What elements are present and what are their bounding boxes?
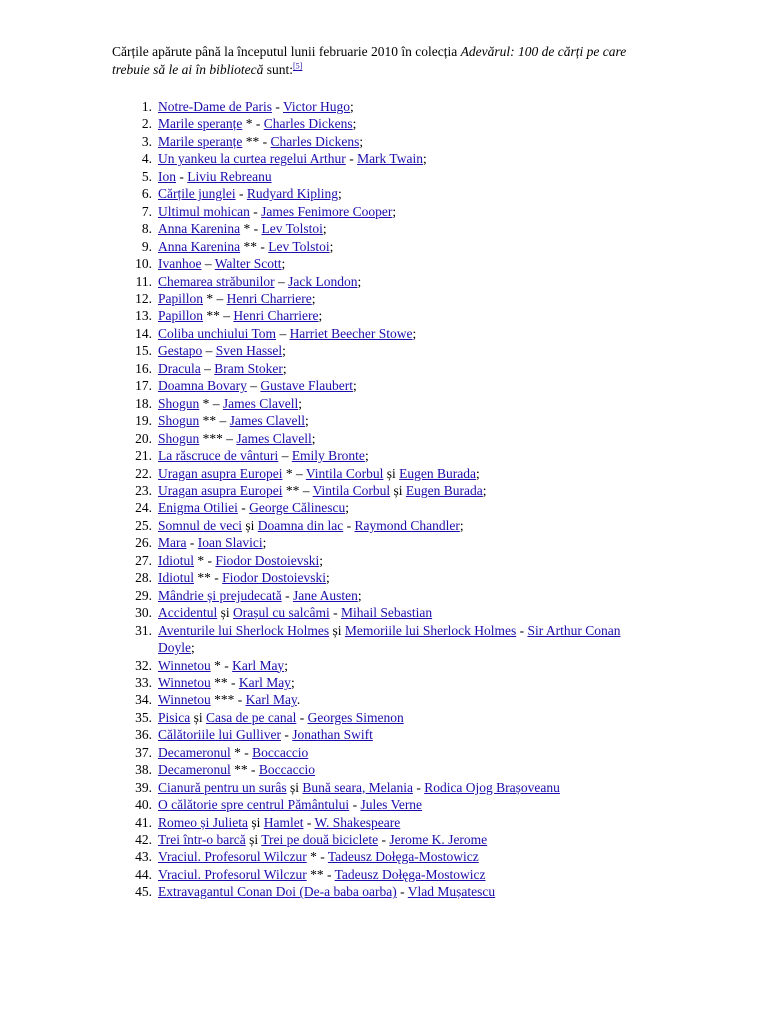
book-link[interactable]: Marile speranțe (158, 116, 243, 132)
list-item (112, 255, 652, 272)
list-item-number: 27. (135, 552, 152, 568)
separator-text: - (343, 517, 355, 533)
book-link[interactable]: Liviu Rebreanu (187, 168, 272, 184)
book-link[interactable]: Papillon (158, 290, 204, 306)
list-item (112, 307, 652, 324)
separator-text: ; (305, 413, 309, 429)
list-item-number: 34. (135, 692, 152, 708)
list-item-number: 42. (135, 832, 152, 848)
separator-text: ; (329, 238, 334, 254)
list-item-number: 44. (135, 866, 152, 882)
separator-text: ; (262, 535, 267, 551)
separator-text: ; (459, 517, 464, 533)
list-item (112, 220, 652, 237)
separator-text: și (217, 605, 233, 621)
book-link[interactable]: Lev Tolstoi (261, 221, 323, 237)
list-item-number: 4. (141, 151, 152, 167)
list-item-number: 25. (135, 517, 152, 533)
separator-text: - (349, 797, 361, 813)
list-item-number: 6. (141, 186, 152, 202)
book-link[interactable]: Harriet Beecher Stowe (289, 325, 413, 341)
list-item (112, 412, 652, 429)
separator-text: și (245, 832, 262, 848)
separator-text: - (271, 99, 283, 114)
separator-text: - (280, 727, 293, 743)
list-item-number: 12. (135, 290, 152, 306)
book-link[interactable]: James Clavell (236, 430, 312, 446)
separator-text: ; (364, 448, 369, 464)
separator-text: – (276, 325, 290, 341)
separator-text: ** - (240, 238, 269, 254)
book-link[interactable]: Trei într-o barcă (158, 832, 246, 848)
book-link[interactable]: Eugen Burada (405, 482, 483, 498)
book-link[interactable]: Karl May (232, 657, 285, 673)
book-link[interactable]: Jack London (288, 273, 358, 289)
list-item-number: 43. (135, 849, 152, 865)
book-link[interactable]: Tadeusz Dołęga-Mostowicz (334, 866, 486, 882)
book-link[interactable]: Decameronul (158, 762, 231, 778)
book-link[interactable]: Pisica (158, 709, 191, 725)
book-link[interactable]: Lev Tolstoi (268, 238, 330, 254)
book-link[interactable]: W. Shakespeare (314, 814, 401, 830)
separator-text: – (246, 378, 261, 394)
list-item-number: 7. (141, 203, 152, 219)
separator-text: ** – (199, 413, 230, 429)
list-item (112, 430, 652, 447)
separator-text: și (286, 779, 303, 795)
book-link[interactable]: Jane Austen (292, 587, 358, 603)
separator-text: ** - (242, 133, 271, 149)
list-item (112, 726, 652, 743)
book-link[interactable]: Karl May (238, 674, 291, 690)
list-item (112, 342, 652, 359)
separator-text: ; (318, 308, 323, 324)
list-item-number: 45. (135, 884, 152, 900)
intro-prefix: Cărțile apărute până la începutul lunii februarie 2010 în colecția (112, 44, 461, 59)
separator-text: . (296, 692, 301, 708)
separator-text: ; (476, 465, 480, 481)
list-item-number: 1. (141, 99, 152, 114)
book-link[interactable]: Victor Hugo (282, 99, 351, 114)
list-item-number: 5. (141, 168, 152, 184)
book-link[interactable]: James Clavell (229, 413, 305, 429)
separator-text: ; (311, 290, 316, 306)
list-item (112, 395, 652, 412)
book-link[interactable]: Charles Dickens (263, 116, 353, 132)
list-item (112, 604, 652, 621)
list-item-number: 24. (135, 500, 152, 516)
book-link[interactable]: Sven Hassel (215, 343, 283, 359)
separator-text: ; (284, 657, 288, 673)
book-link[interactable]: Trei pe două biciclete (261, 832, 379, 848)
book-link[interactable]: Chemarea străbunilor (158, 273, 275, 289)
list-item-number: 10. (135, 256, 152, 272)
book-link[interactable]: Vraciul. Profesorul Wilczur (158, 866, 307, 882)
book-link[interactable]: Tadeusz Dołęga-Mostowicz (327, 849, 479, 865)
list-item (112, 657, 652, 674)
list-item-number: 40. (135, 797, 152, 813)
list-item (112, 796, 652, 813)
list-item-number: 39. (135, 779, 152, 795)
book-link[interactable]: Ivanhoe (158, 256, 202, 272)
book-link[interactable]: Idiotul (158, 552, 194, 568)
book-link[interactable]: Henri Charriere (226, 290, 312, 306)
book-link[interactable]: Bram Stoker (214, 360, 283, 376)
list-item-number: 19. (135, 413, 152, 429)
separator-text: ** - (306, 866, 335, 882)
separator-text: ** - (210, 674, 239, 690)
book-link[interactable]: Vintila Corbul (305, 465, 384, 481)
book-link[interactable]: Dracula (158, 360, 201, 376)
separator-text: * – (282, 465, 306, 481)
book-link[interactable]: Mara (158, 535, 187, 551)
separator-text: – (274, 273, 289, 289)
book-link[interactable]: Sir Arthur Conan Doyle (158, 622, 621, 656)
book-link[interactable]: Un yankeu la curtea regelui Arthur (158, 151, 346, 167)
list-item (112, 691, 652, 708)
book-link[interactable]: Aventurile lui Sherlock Holmes (158, 622, 330, 638)
separator-text: - (303, 814, 315, 830)
separator-text: ; (191, 640, 195, 656)
separator-text: - (176, 168, 188, 184)
book-link[interactable]: Uragan asupra Europei (158, 465, 283, 481)
list-item (112, 744, 652, 761)
book-link[interactable]: Fiodor Dostoievski (215, 552, 320, 568)
list-item (112, 465, 652, 482)
separator-text: * - (306, 849, 328, 865)
list-item (112, 238, 652, 255)
separator-text: ; (352, 378, 357, 394)
book-link[interactable]: Casa de pe canal (206, 709, 297, 725)
book-link[interactable]: Winnetou (158, 674, 211, 690)
list-item (112, 709, 652, 726)
book-link[interactable]: Accidentul (158, 605, 218, 621)
book-link[interactable]: Mark Twain (357, 151, 423, 167)
list-item-number: 30. (135, 605, 152, 621)
list-item (112, 290, 652, 307)
separator-text: ; (357, 273, 362, 289)
list-item (112, 761, 652, 778)
book-link[interactable]: Doamna Bovary (158, 378, 247, 394)
book-link[interactable]: Romeo și Julieta (158, 814, 248, 830)
list-item (112, 115, 652, 132)
separator-text: - (281, 587, 293, 603)
book-link[interactable]: Ion (158, 168, 176, 184)
separator-text: ; (359, 133, 364, 149)
separator-text: ; (357, 587, 362, 603)
list-item (112, 814, 652, 831)
book-link[interactable]: Shogun (158, 395, 200, 411)
list-item (112, 325, 652, 342)
list-item (112, 848, 652, 865)
list-item-number: 20. (135, 430, 152, 446)
separator-text: - (412, 779, 425, 795)
separator-text: ; (322, 221, 327, 237)
separator-text: - (329, 605, 341, 621)
list-item (112, 674, 652, 691)
list-item (112, 779, 652, 796)
list-item-number: 17. (135, 378, 152, 394)
list-item-number: 28. (135, 570, 152, 586)
separator-text: ; (392, 203, 397, 219)
book-link[interactable]: Orașul cu salcâmi (233, 605, 330, 621)
separator-text: ; (412, 325, 417, 341)
book-link[interactable]: George Călinescu (249, 500, 346, 516)
separator-text: ; (319, 552, 324, 568)
list-item-number: 21. (135, 448, 152, 464)
separator-text: – (201, 256, 215, 272)
book-link[interactable]: Călătoriile lui Gulliver (158, 727, 281, 743)
separator-text: – (278, 448, 292, 464)
book-link[interactable]: Decameronul (158, 744, 231, 760)
book-link[interactable]: Walter Scott (214, 256, 282, 272)
list-item (112, 273, 652, 290)
separator-text: - (186, 535, 198, 551)
book-link[interactable]: Boccaccio (252, 744, 309, 760)
list-item (112, 499, 652, 516)
book-link[interactable]: Uragan asupra Europei (158, 482, 283, 498)
separator-text: și (329, 622, 345, 638)
separator-text: - (396, 884, 408, 900)
separator-text: - (237, 500, 250, 516)
separator-text: ; (350, 99, 354, 114)
book-link[interactable]: Doamna din lac (257, 517, 344, 533)
list-item (112, 866, 652, 883)
separator-text: ** – (282, 482, 313, 498)
book-link[interactable]: Raymond Chandler (354, 517, 460, 533)
list-item (112, 98, 652, 115)
book-link[interactable]: Rudyard Kipling (246, 186, 338, 202)
list-item-number: 22. (135, 465, 152, 481)
list-item (112, 482, 652, 499)
book-link[interactable]: Mihail Sebastian (340, 605, 433, 621)
book-link[interactable]: Gestapo (158, 343, 203, 359)
separator-text: și (248, 814, 264, 830)
book-link[interactable]: Gustave Flaubert (260, 378, 353, 394)
book-link[interactable]: Charles Dickens (270, 133, 360, 149)
intro-suffix: sunt: (263, 62, 293, 77)
list-item (112, 360, 652, 377)
separator-text: - (235, 186, 247, 202)
book-link[interactable]: Anna Karenina (158, 238, 241, 254)
book-link[interactable]: Ultimul mohican (158, 203, 250, 219)
separator-text: - (378, 832, 390, 848)
book-link[interactable]: Rodica Ojog Brașoveanu (424, 779, 560, 795)
separator-text: și (190, 709, 207, 725)
separator-text: - (345, 151, 358, 167)
book-link[interactable]: Cărțile junglei (158, 186, 236, 202)
book-link[interactable]: Cianură pentru un surâs (158, 779, 287, 795)
list-item (112, 203, 652, 220)
book-link[interactable]: James Clavell (222, 395, 299, 411)
book-link[interactable]: Jonathan Swift (292, 727, 373, 743)
book-link[interactable]: Bună seara, Melania (302, 779, 413, 795)
book-link[interactable]: Anna Karenina (158, 221, 241, 237)
separator-text: ; (422, 151, 427, 167)
list-item-number: 15. (135, 343, 152, 359)
book-link[interactable]: Vlad Mușatescu (407, 884, 496, 900)
separator-text: * - (210, 657, 233, 673)
separator-text: * - (230, 744, 253, 760)
separator-text: ; (281, 256, 286, 272)
list-item-number: 38. (135, 762, 152, 778)
document (112, 43, 652, 900)
separator-text: ** - (194, 570, 223, 586)
separator-text: ; (311, 430, 316, 446)
list-item-number: 37. (135, 744, 152, 760)
separator-text: ; (352, 116, 357, 132)
list-item (112, 883, 652, 900)
separator-text: ; (282, 343, 286, 359)
list-item-number: 41. (135, 814, 152, 830)
book-link[interactable]: Winnetou (158, 692, 211, 708)
list-item (112, 447, 652, 464)
separator-text: ; (290, 674, 295, 690)
list-item-number: 11. (135, 273, 152, 289)
book-link[interactable]: Henri Charriere (233, 308, 319, 324)
book-link[interactable]: Hamlet (263, 814, 304, 830)
book-link[interactable]: Shogun (158, 430, 200, 446)
list-item (112, 133, 652, 150)
list-item-number: 31. (135, 622, 152, 638)
list-item-number: 9. (141, 238, 152, 254)
book-link[interactable]: Papillon (158, 308, 204, 324)
list-item-number: 32. (135, 657, 152, 673)
book-list (112, 98, 652, 901)
separator-text: ; (298, 395, 303, 411)
list-item-number: 3. (141, 133, 152, 149)
book-link[interactable]: Jules Verne (360, 797, 423, 813)
list-item (112, 587, 652, 604)
separator-text: – (200, 360, 215, 376)
list-item-number: 33. (135, 674, 152, 690)
list-item-number: 14. (135, 325, 152, 341)
list-item-number: 2. (141, 116, 152, 132)
book-link[interactable]: Georges Simenon (307, 709, 404, 725)
book-link[interactable]: La răscruce de vânturi (158, 448, 279, 464)
separator-text: și (242, 517, 258, 533)
separator-text: ; (345, 500, 349, 516)
list-item (112, 150, 652, 167)
separator-text: *** - (210, 692, 246, 708)
separator-text: și (383, 465, 400, 481)
book-link[interactable]: Vraciul. Profesorul Wilczur (158, 849, 307, 865)
list-item-number: 8. (141, 221, 152, 237)
book-link[interactable]: Karl May (245, 692, 297, 708)
list-item-number: 23. (135, 482, 152, 498)
list-item (112, 622, 652, 657)
list-item (112, 534, 652, 551)
intro-paragraph (112, 43, 652, 79)
book-link[interactable]: James Fenimore Cooper (261, 203, 393, 219)
book-link[interactable]: Idiotul (158, 570, 194, 586)
separator-text: *** – (199, 430, 237, 446)
separator-text: - (516, 622, 528, 638)
separator-text: ; (482, 482, 487, 498)
book-link[interactable]: Enigma Otiliei (158, 500, 238, 516)
book-link[interactable]: Extravagantul Conan Doi (De-a baba oarba) (158, 884, 397, 900)
separator-text: - (249, 203, 262, 219)
list-item-number: 18. (135, 395, 152, 411)
separator-text: * – (199, 395, 223, 411)
list-item (112, 168, 652, 185)
list-item-number: 26. (135, 535, 152, 551)
list-item-number: 13. (135, 308, 152, 324)
book-link[interactable]: Jerome K. Jerome (389, 832, 488, 848)
book-link[interactable]: Mândrie și prejudecată (158, 587, 282, 603)
collection-title: Adevărul: 100 de cărți pe care trebuie să le ai în bibliotecă (112, 44, 627, 77)
separator-text: ; (326, 570, 330, 586)
book-link[interactable]: Notre-Dame de Paris (158, 99, 272, 114)
book-link[interactable]: Fiodor Dostoievski (222, 570, 327, 586)
book-link[interactable]: Marile speranțe (158, 133, 243, 149)
separator-text: ; (282, 360, 287, 376)
book-link[interactable]: Winnetou (158, 657, 211, 673)
list-item-number: 29. (135, 587, 152, 603)
book-link[interactable]: Boccaccio (258, 762, 316, 778)
separator-text: * – (203, 290, 227, 306)
book-link[interactable]: O călătorie spre centrul Pământului (158, 797, 350, 813)
separator-text: ** - (230, 762, 259, 778)
list-item-number: 16. (135, 360, 152, 376)
book-link[interactable]: Coliba unchiului Tom (158, 325, 277, 341)
book-link[interactable]: Eugen Burada (399, 465, 477, 481)
separator-text: ; (337, 186, 342, 202)
separator-text: și (390, 482, 406, 498)
reference-link[interactable]: [5] (293, 61, 303, 71)
book-link[interactable]: Emily Bronte (291, 448, 365, 464)
separator-text: * - (240, 221, 262, 237)
book-link[interactable]: Vintila Corbul (312, 482, 391, 498)
separator-text: - (296, 709, 308, 725)
list-item (112, 569, 652, 586)
book-link[interactable]: Shogun (158, 413, 200, 429)
book-link[interactable]: Somnul de veci (158, 517, 242, 533)
book-link[interactable]: Memoriile lui Sherlock Holmes (344, 622, 517, 638)
list-item-number: 35. (135, 709, 152, 725)
separator-text: * - (242, 116, 264, 132)
list-item (112, 185, 652, 202)
list-item (112, 517, 652, 534)
list-item (112, 377, 652, 394)
separator-text: ** – (203, 308, 234, 324)
separator-text: – (202, 343, 216, 359)
list-item-number: 36. (135, 727, 152, 743)
separator-text: * - (194, 552, 216, 568)
list-item (112, 552, 652, 569)
list-item (112, 831, 652, 848)
book-link[interactable]: Ioan Slavici (197, 535, 263, 551)
